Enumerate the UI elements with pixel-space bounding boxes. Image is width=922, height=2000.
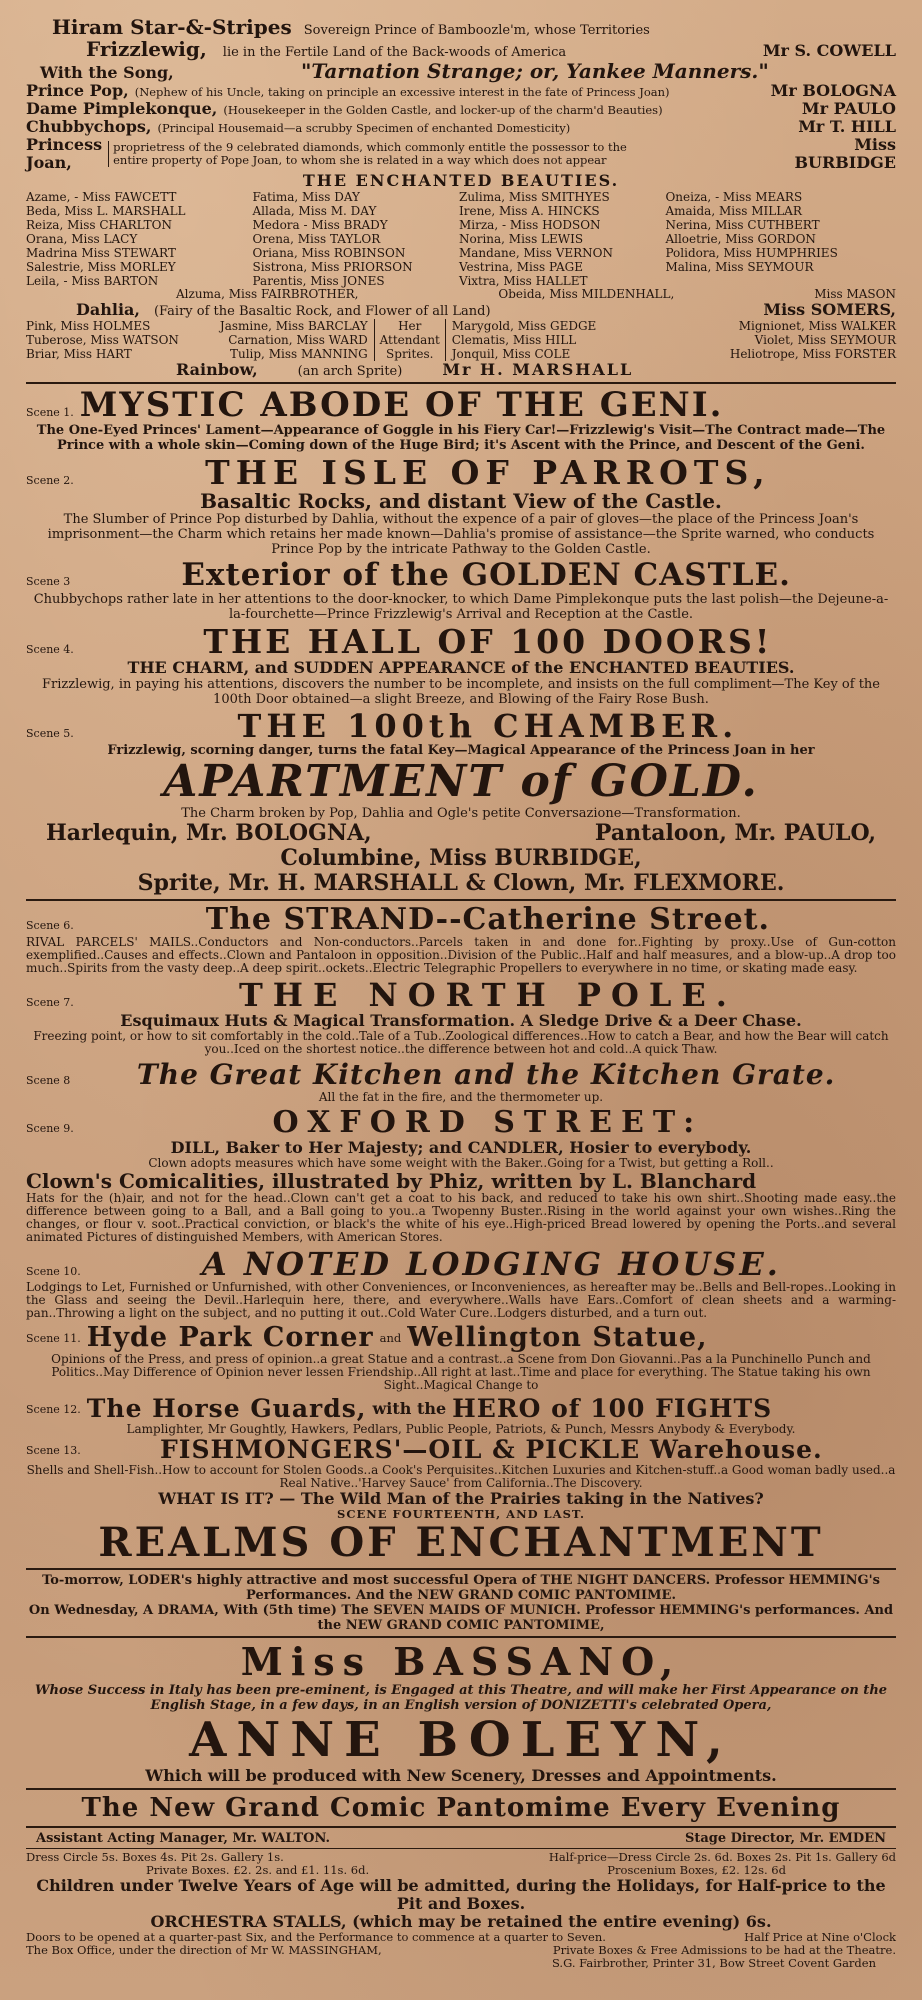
list-item: Polidora, Miss HUMPHRIES: [665, 246, 838, 260]
sprites-block: [26, 319, 896, 361]
divider: [26, 382, 896, 384]
scene-label: Scene 1.: [26, 406, 74, 419]
scene-description: Frizzlewig, in paying his attentions, discovers the number to be incomplete, and insists on the full compliment—The Key of the 100th Door obtained—a slight Breeze, and Blowing of the Fairy Rose Bush.: [42, 677, 880, 707]
scene-title: FISHMONGERS'—OIL & PICKLE Warehouse.: [160, 1435, 823, 1464]
printer-credit: S.G. Fairbrother, Printer 31, Bow Street Covent Garden: [551, 1956, 876, 1970]
list-item: Violet, Miss SEYMOUR: [754, 333, 896, 347]
orchestra-stalls: ORCHESTRA STALLS, (which may be retained the entire evening) 6s.: [150, 1912, 772, 1931]
what-is-it: WHAT IS IT? — The Wild Man of the Prairies taking in the Natives?: [158, 1489, 764, 1508]
list-item: [665, 274, 896, 288]
cast-line-hiram: [26, 16, 896, 38]
list-item: Malina, Miss SEYMOUR: [665, 260, 814, 274]
scene-subtitle: Basaltic Rocks, and distant View of the Castle.: [200, 489, 722, 513]
list-item: Obeida, Miss MILDENHALL,: [498, 287, 675, 301]
bassano-title: Miss BASSANO,: [240, 1639, 682, 1684]
scene-label: Scene 7.: [26, 996, 74, 1009]
scene-title-joiner: and: [379, 1330, 402, 1345]
list-item: Leila, - Miss BARTON: [26, 274, 159, 288]
character-name: Rainbow,: [176, 360, 258, 379]
scene-13-heading: [26, 1436, 896, 1464]
scene-8-heading: [26, 1059, 896, 1091]
cast-line-princess: [26, 136, 896, 172]
character-name: Chubbychops,: [26, 117, 152, 136]
cast-line-pop: [26, 82, 896, 100]
beauties-list: [26, 190, 896, 288]
list-item: Tulip, Miss MANNING: [229, 347, 368, 361]
scene-subtitle: Esquimaux Huts & Magical Transformation. A Sledge Drive & a Deer Chase.: [120, 1011, 802, 1030]
wednesday-notice: On Wednesday, A DRAMA, With (5th time) The SEVEN MAIDS OF MUNICH. Professor HEMMING's performances. And the NEW GRAND COMIC PANTOMIME,: [28, 1603, 894, 1633]
list-item: Pink, Miss HOLMES: [26, 319, 151, 333]
actor-name: Mr T. HILL: [798, 117, 896, 136]
scene-1-heading: [26, 387, 896, 423]
scene-subtitle: DILL, Baker to Her Majesty; and CANDLER, Hosier to everybody.: [170, 1138, 752, 1157]
list-item: Tuberose, Miss WATSON: [26, 333, 179, 347]
list-item: Mignionet, Miss WALKER: [738, 319, 896, 333]
scene-5-heading: [26, 709, 896, 743]
scene-description: Opinions of the Press, and press of opinion..a great Statue and a contrast..a Scene from Don Giovanni..Pas a la Punchinello Punch and Politics..May Difference of Opinion never lessen Friendship..All right at last..Time and place for everything. The Statue taking his own Sight..Magical Change to: [51, 1352, 871, 1392]
scene-title-2: HERO of 100 FIGHTS: [452, 1394, 773, 1423]
scene-label: Scene 5.: [26, 727, 74, 740]
list-item: Jasmine, Miss BARCLAY: [219, 319, 368, 333]
scene-2-heading: [26, 455, 896, 490]
half-price-nine: Half Price at Nine o'Clock: [744, 1930, 896, 1944]
scene-7-heading: [26, 978, 896, 1012]
scene-description: Shells and Shell-Fish..How to account for Stolen Goods..a Cook's Perquisites..Kitchen Luxuries and Kitchen-stuff..a Good woman badly used..a Real Native..'Harvey Sauce' from California..The Discovery.: [26, 1463, 896, 1490]
scene-label: Scene 10.: [26, 1265, 81, 1278]
scene-description: The One-Eyed Princes' Lament—Appearance of Goggle in his Fiery Car!—Frizzlewig's Visit—The Contract made—The Prince with a whole skin—Coming down of the Huge Bird; it's Ascent with the Prince, and Descent of the Geni.: [36, 423, 886, 453]
cast-entry: Harlequin, Mr. BOLOGNA,: [46, 820, 372, 846]
scene-label: Scene 11.: [26, 1331, 81, 1345]
scene-title: A NOTED LODGING HOUSE.: [201, 1245, 781, 1283]
character-description: proprietress of the 9 celebrated diamonds, which commonly entitle the possessor to the: [113, 140, 627, 154]
scene-title: THE NORTH POLE.: [238, 976, 737, 1014]
list-row: [452, 319, 896, 333]
scene-description: Freezing point, or how to sit comfortably in the cold..Tale of a Tub..Zoological differences..How to catch a Bear, and how the Bear will catch you..Iced on the shortest notice..the difference between hot and cold..A quick Thaw.: [33, 1029, 889, 1056]
character-name: Frizzlewig,: [86, 37, 207, 61]
character-description: lie in the Fertile Land of the Back-woods of America: [222, 45, 567, 60]
scene-title-2: Wellington Statue,: [407, 1322, 708, 1353]
list-item: Fatima, Miss DAY: [252, 190, 360, 204]
list-item: Vixtra, Miss HALLET: [458, 274, 588, 288]
scene-title: THE 100th CHAMBER.: [237, 707, 739, 745]
actor-name: Miss SOMERS,: [763, 300, 896, 319]
scene-4-heading: [26, 624, 896, 659]
scene-title: OXFORD STREET:: [272, 1105, 704, 1140]
character-name: Hiram Star-&-Stripes: [52, 15, 292, 39]
scene-title: THE HALL OF 100 DOORS!: [203, 622, 773, 661]
actor-name: Mr H. MARSHALL: [442, 360, 634, 379]
scene-label: Scene 13.: [26, 1443, 81, 1457]
scene-description: The Charm broken by Pop, Dahlia and Ogle's petite Conversazione—Transformation.: [181, 806, 741, 821]
list-item: Alloetrie, Miss GORDON: [665, 232, 816, 246]
scene-title: Hyde Park Corner: [86, 1322, 374, 1353]
scene-description: RIVAL PARCELS' MAILS..Conductors and Non-conductors..Parcels taken in and done for..Fighting by proxy..Use of Gun-cotton exemplified..Causes and effects..Clown and Pantaloon in opposition..Division of the Public..Half and half measures, and a blow-up..A drop too much..Spirits from the vasty deep..A deep spirit..ockets..Electric Telegraphic Propellers to everywhere in no time, or skating made easy.: [26, 935, 896, 975]
scene-label: Scene 9.: [26, 1122, 74, 1135]
list-row: [26, 347, 368, 361]
bassano-description: Whose Success in Italy has been pre-eminent, is Engaged at this Theatre, and will make her First Appearance on the English Stage, in a few days, in an English version of DONIZETTI's celebrated Opera,: [34, 1683, 888, 1713]
prices: Dress Circle 5s. Boxes 4s. Pit 2s. Gallery 1s.: [26, 1850, 284, 1864]
character-name-2: Joan,: [26, 153, 72, 172]
scene-title: The STRAND--Catherine Street.: [205, 902, 770, 937]
list-item: Heliotrope, Miss FORSTER: [729, 347, 896, 361]
list-item: Sistrona, Miss PRIORSON: [252, 260, 413, 274]
list-item: Jonquil, Miss COLE: [451, 347, 571, 361]
list-item: Reiza, Miss CHARLTON: [26, 218, 173, 232]
scene-6-heading: [26, 904, 896, 936]
stage-director: Stage Director, Mr. EMDEN: [684, 1831, 886, 1846]
list-item: Irene, Miss A. HINCKS: [458, 204, 600, 218]
proscenium-boxes: Proscenium Boxes, £2. 12s. 6d: [607, 1863, 786, 1877]
list-item: Salestrie, Miss MORLEY: [26, 260, 176, 274]
scene-label: Scene 4.: [26, 643, 74, 656]
character-description: (Principal Housemaid—a scrubby Specimen of enchanted Domesticity): [157, 121, 571, 135]
children-notice: Children under Twelve Years of Age will be admitted, during the Holidays, for Half-price to the Pit and Boxes.: [36, 1876, 886, 1913]
cast-harlequin-line: [26, 821, 896, 846]
character-name: Princess: [26, 135, 103, 154]
list-item: Mirza, - Miss HODSON: [458, 218, 601, 232]
scene-11-heading: [26, 1323, 896, 1353]
divider: [26, 1568, 896, 1570]
list-item: Azame, - Miss FAWCETT: [26, 190, 177, 204]
list-item: Nerina, Miss CUTHBERT: [665, 218, 820, 232]
list-item: Orena, Miss TAYLOR: [252, 232, 381, 246]
cast-entry: Pantaloon, Mr. PAULO,: [594, 820, 876, 846]
list-item: Oneiza, - Miss MEARS: [665, 190, 803, 204]
list-item: Amaida, Miss MILLAR: [665, 204, 802, 218]
cast-line-chubby: [26, 118, 896, 136]
actor-name: Mr BOLOGNA: [770, 81, 896, 100]
half-price: Half-price—Dress Circle 2s. 6d. Boxes 2s. Pit 1s. Gallery 6d: [548, 1850, 896, 1864]
divider: [26, 1788, 896, 1790]
scene-label: Scene 3: [26, 575, 71, 588]
character-description-2: entire property of Pope Joan, to whom she is related in a way which does not appear: [113, 153, 607, 167]
scene-12-heading: [26, 1395, 896, 1423]
scene-9-heading: [26, 1107, 896, 1139]
list-row: [452, 347, 896, 361]
character-name: Dame Pimplekonque,: [26, 99, 218, 118]
scene-description: All the fat in the fire, and the thermometer up.: [318, 1090, 604, 1104]
private-admissions: Private Boxes & Free Admissions to be had at the Theatre.: [552, 1943, 896, 1957]
scene-label: Scene 8: [26, 1074, 71, 1087]
cast-line-frizzlewig: [26, 38, 896, 60]
pantomime-banner: The New Grand Comic Pantomime Every Evening: [81, 1793, 841, 1823]
assistant-manager: Assistant Acting Manager, Mr. WALTON.: [36, 1831, 331, 1846]
list-item: Parentis, Miss JONES: [252, 274, 385, 288]
list-item: Mandane, Miss VERNON: [458, 246, 614, 260]
list-item: Madrina Miss STEWART: [26, 246, 176, 260]
private-boxes: Private Boxes. £2. 2s. and £1. 11s. 6d.: [146, 1863, 370, 1877]
cast-line-dame: [26, 100, 896, 118]
actor-name: Mr PAULO: [801, 99, 896, 118]
scene-description: Lodgings to Let, Furnished or Unfurnished, with other Conveniences, or Inconveniences, as hereafter may be..Bells and Bell-ropes..Looking in the Glass and seeing the Devil..Harlequin here, there, and everywhere..Walls have Ears..Comfort of clean sheets and a warming-pan..Throwing a light on the subject, and no putting it out..Cold Water Cure..Lodgers disturbed, and a turn out.: [26, 1280, 896, 1320]
scene-title-joiner: with the: [372, 1399, 447, 1418]
scene-title: Exterior of the GOLDEN CASTLE.: [181, 557, 791, 593]
cast-line-rainbow: [26, 361, 896, 379]
list-item: Norina, Miss LEWIS: [458, 232, 584, 246]
scene-description: Chubbychops rather late in her attentions to the door-knocker, to which Dame Pimplekonque puts the last polish—the Dejeune-a-la-fourchette—Prince Frizzlewig's Arrival and Reception at the Castle.: [33, 592, 889, 622]
anne-boleyn-title: ANNE BOLEYN,: [189, 1712, 733, 1768]
list-item: Vestrina, Miss PAGE: [458, 260, 583, 274]
list-item: Clematis, Miss HILL: [451, 333, 577, 347]
scene-subtitle: THE CHARM, and SUDDEN APPEARANCE of the ENCHANTED BEAUTIES.: [127, 658, 795, 677]
beauties-title: THE ENCHANTED BEAUTIES.: [302, 171, 620, 190]
scene-description: Clown adopts measures which have some weight with the Baker..Going for a Twist, but getting a Roll..: [148, 1156, 774, 1170]
scene-description: Frizzlewig, scorning danger, turns the fatal Key—Magical Appearance of the Princess Joan in her: [107, 743, 815, 758]
tomorrow-notice: To-morrow, LODER's highly attractive and most successful Opera of THE NIGHT DANCERS. Professor HEMMING's Performances. And the NEW GRAND COMIC PANTOMIME.: [42, 1573, 880, 1603]
scene-description: Hats for the (h)air, and not for the head..Clown can't get a coat to his back, and reduced to take his own shirt..Shooting made easy..the difference between going to a Ball, and a Ball going to you..a Twopenny Buster..Rising in the world against your own wishes..Ring the changes, or flour v. soot..Practical conviction, or black's the white of his eye..High-priced Bread lowered by opening the Ports..and several animated Pictures of distinguished Members, with American Stores.: [26, 1191, 896, 1244]
box-office: The Box Office, under the direction of Mr W. MASSINGHAM,: [26, 1943, 382, 1957]
scene-fourteenth: SCENE FOURTEENTH, AND LAST.: [337, 1507, 585, 1521]
list-item: Orana, Miss LACY: [26, 232, 138, 246]
clown-comicalities: Clown's Comicalities, illustrated by Phiz, written by L. Blanchard: [26, 1169, 757, 1193]
scene-label: Scene 6.: [26, 919, 74, 932]
scene-description: The Slumber of Prince Pop disturbed by Dahlia, without the expence of a pair of gloves—the place of the Princess Joan's imprisonment—the Charm which retains her made known—Dahlia's promise of assistance—the Sprite warned, who conducts Prince Pop by the intricate Pathway to the Golden Castle.: [47, 512, 875, 557]
character-description: Sovereign Prince of Bamboozle'm, whose Territories: [303, 23, 650, 38]
character-description: (Fairy of the Basaltic Rock, and Flower of all Land): [153, 304, 491, 319]
character-description: (an arch Sprite): [297, 364, 403, 379]
cast-sprite-line: Sprite, Mr. H. MARSHALL & Clown, Mr. FLEXMORE.: [137, 870, 785, 896]
scene-description: Lamplighter, Mr Goughtly, Hawkers, Pedlars, Public People, Patriots, & Punch, Messrs Anybody & Everybody.: [126, 1422, 796, 1436]
list-item: Medora - Miss BRADY: [252, 218, 388, 232]
list-row: [26, 319, 368, 333]
realms-title: REALMS OF ENCHANTMENT: [98, 1519, 824, 1566]
divider: [26, 1848, 896, 1849]
list-row: [452, 333, 896, 347]
divider: [26, 899, 896, 901]
anne-description: Which will be produced with New Scenery, Dresses and Appointments.: [145, 1766, 777, 1785]
cast-line-dahlia: [26, 301, 896, 319]
list-item: Beda, Miss L. MARSHALL: [26, 204, 186, 218]
doors-notice: Doors to be opened at a quarter-past Six, and the Performance to commence at a quarter to Seven.: [26, 1930, 606, 1944]
scene-3-heading: [26, 559, 896, 592]
song-line: [26, 60, 896, 82]
character-name: Dahlia,: [76, 300, 140, 319]
character-description: (Housekeeper in the Golden Castle, and locker-up of the charm'd Beauties): [223, 103, 663, 117]
song-title: "Tarnation Strange; or, Yankee Manners.": [300, 59, 769, 83]
attendant-brace: Her Attendant Sprites.: [374, 319, 446, 361]
list-item: Marygold, Miss GEDGE: [451, 319, 597, 333]
list-item: Carnation, Miss WARD: [228, 333, 368, 347]
list-row: [26, 333, 368, 347]
cast-columbine-line: Columbine, Miss BURBIDGE,: [280, 845, 642, 871]
managers-line: [26, 1831, 896, 1846]
scene-label: Scene 2.: [26, 474, 74, 487]
apartment-title: APARTMENT of GOLD.: [163, 756, 759, 807]
list-item: Miss MASON: [814, 287, 896, 301]
list-item: Briar, Miss HART: [26, 347, 132, 361]
scene-title: MYSTIC ABODE OF THE GENI.: [79, 385, 724, 425]
actor-name: Miss BURBIDGE: [794, 135, 896, 172]
list-item: Oriana, Miss ROBINSON: [252, 246, 406, 260]
scene-title: The Horse Guards,: [86, 1394, 367, 1423]
character-description: (Nephew of his Uncle, taking on principle an excessive interest in the fate of Princess Joan): [134, 85, 670, 99]
list-item: Alzuma, Miss FAIRBROTHER,: [176, 287, 359, 301]
song-intro: With the Song,: [40, 63, 174, 82]
scene-label: Scene 12.: [26, 1402, 81, 1416]
divider: [26, 1826, 896, 1828]
scene-title: The Great Kitchen and the Kitchen Grate.: [136, 1058, 836, 1091]
list-item: Zulima, Miss SMITHYES: [458, 190, 610, 204]
list-item: Allada, Miss M. DAY: [252, 204, 377, 218]
scene-title: THE ISLE OF PARROTS,: [205, 453, 771, 492]
actor-name: Mr S. COWELL: [762, 41, 896, 60]
character-name: Prince Pop,: [26, 81, 129, 100]
scene-10-heading: [26, 1247, 896, 1281]
divider: [26, 1636, 896, 1638]
